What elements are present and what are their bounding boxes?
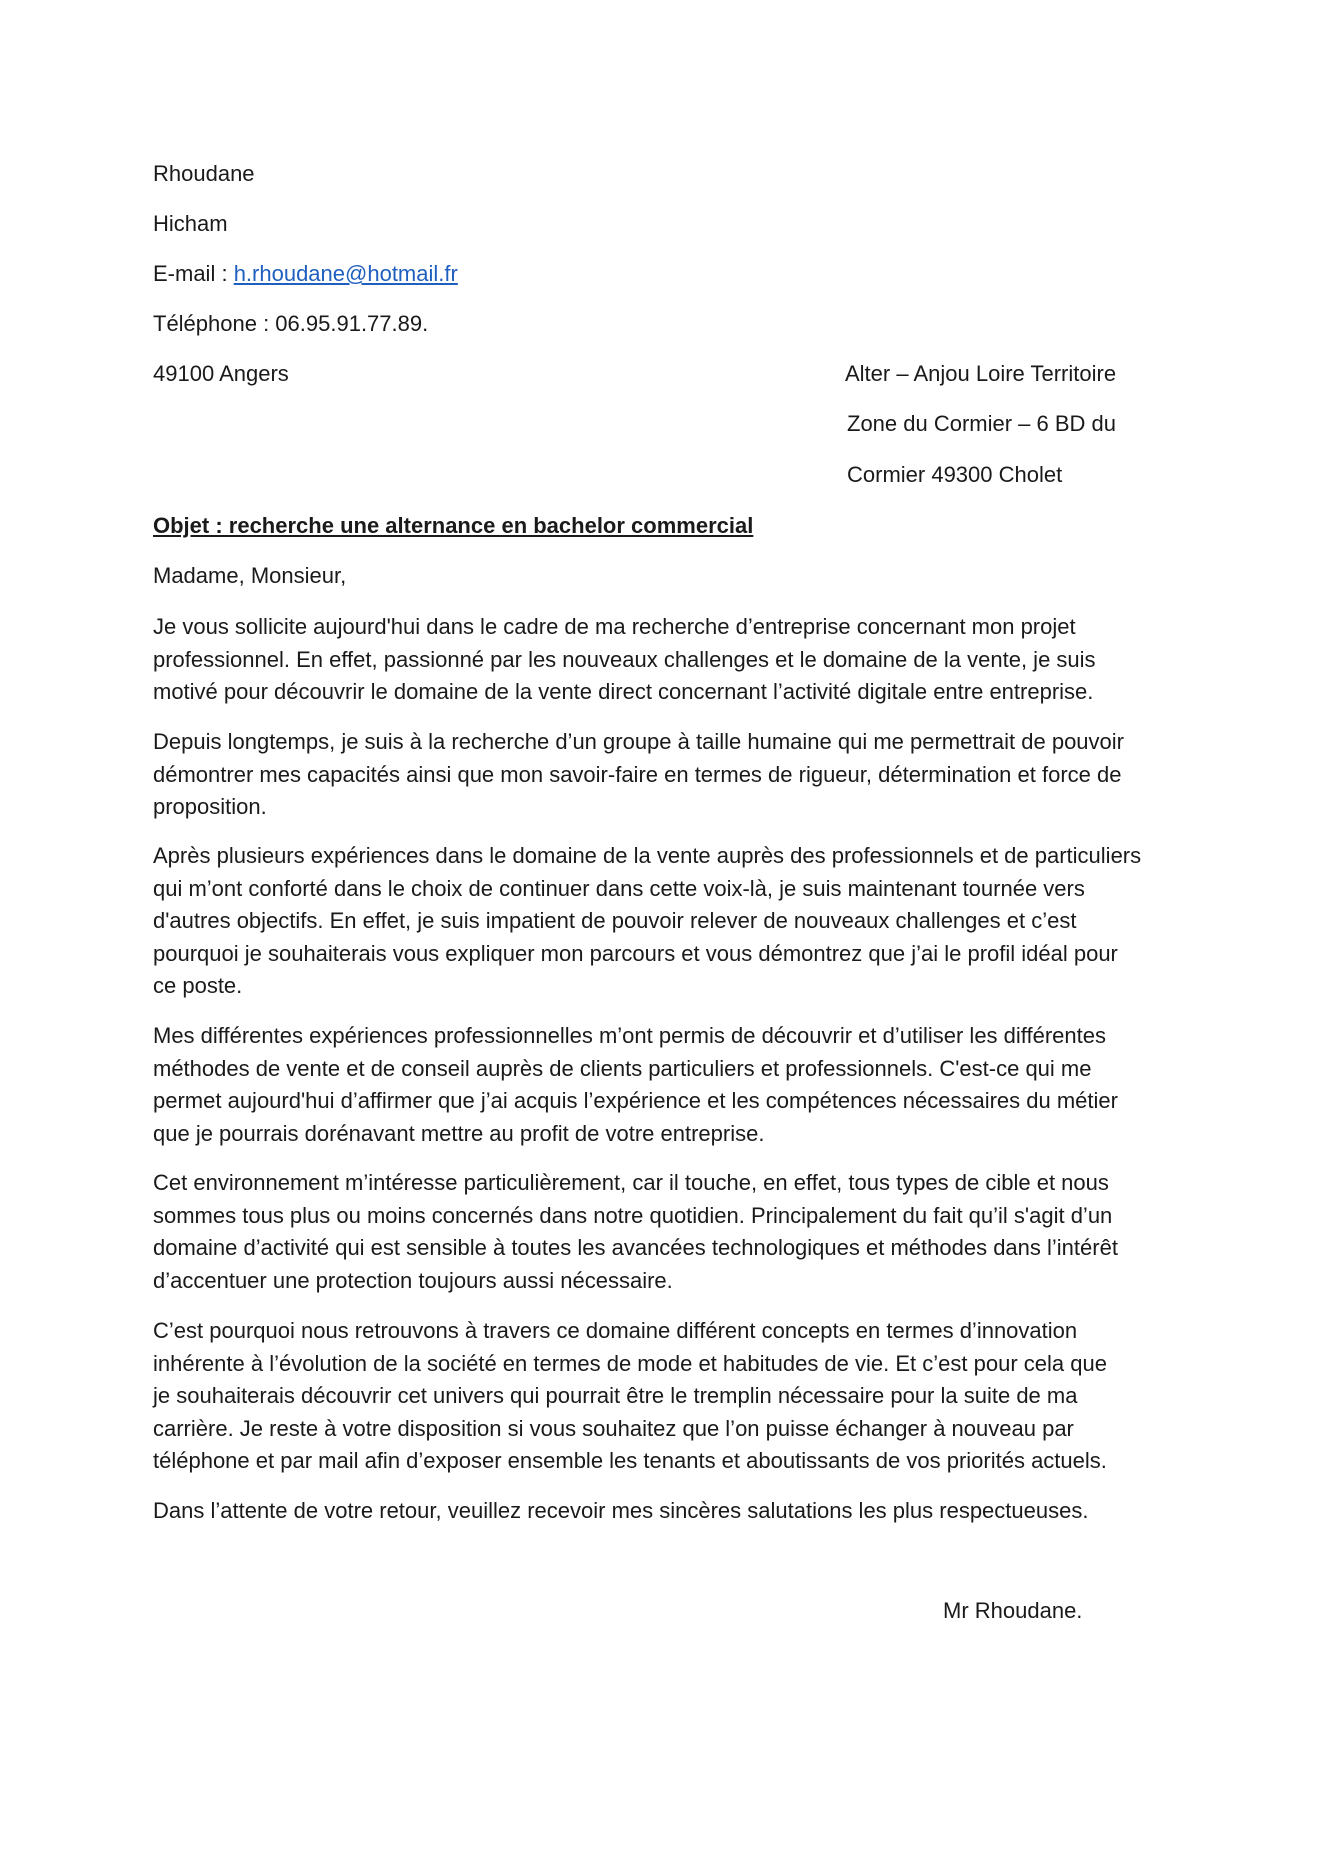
paragraph-2 — [153, 726, 1163, 824]
paragraph-line: Mes différentes expériences professionnelles m’ont permis de découvrir et d’utiliser les différentes — [153, 1023, 1106, 1048]
sender-email-line — [153, 259, 458, 289]
paragraph-line: méthodes de vente et de conseil auprès de clients particuliers et professionnels. C'est-ce qui me — [153, 1055, 1092, 1081]
paragraph-line: Depuis longtemps, je suis à la recherche d’un groupe à taille humaine qui me permettrait de pouvoir — [153, 729, 1124, 754]
paragraph-line: téléphone et par mail afin d’exposer ensemble les tenants et aboutissants de vos priorités actuels. — [153, 1448, 1107, 1474]
paragraph-line: motivé pour découvrir le domaine de la vente direct concernant l’activité digitale entre entreprise. — [153, 679, 1094, 705]
paragraph-1 — [153, 611, 1163, 709]
paragraph-line: permet aujourd'hui d’affirmer que j’ai acquis l’expérience et les compétences nécessaires du métier — [153, 1088, 1118, 1114]
paragraph-line: Je vous sollicite aujourd'hui dans le cadre de ma recherche d’entreprise concernant mon projet — [153, 614, 1076, 639]
letter-greeting: Madame, Monsieur, — [153, 563, 347, 588]
paragraph-line: d’accentuer une protection toujours aussi nécessaire. — [153, 1267, 673, 1293]
paragraph-line: démontrer mes capacités ainsi que mon savoir-faire en termes de rigueur, détermination et force de — [153, 761, 1122, 787]
paragraph-line: Cet environnement m’intéresse particulièrement, car il touche, en effet, tous types de cible et nous — [153, 1170, 1109, 1195]
paragraph-line: professionnel. En effet, passionné par les nouveaux challenges et le domaine de la vente, je suis — [153, 646, 1096, 672]
paragraph-line: C’est pourquoi nous retrouvons à travers ce domaine différent concepts en termes d’innovation — [153, 1318, 1078, 1343]
paragraph-closing — [153, 1495, 1163, 1528]
paragraph-line: proposition. — [153, 794, 267, 820]
paragraph-line: carrière. Je reste à votre disposition si vous souhaitez que l’on puisse échanger à nouveau par — [153, 1415, 1074, 1441]
paragraph-line: que je pourrais dorénavant mettre au profit de votre entreprise. — [153, 1120, 765, 1146]
sender-first-name: Hicham — [153, 211, 228, 236]
sender-city: 49100 Angers — [153, 361, 289, 386]
email-label: E-mail : — [153, 261, 234, 286]
signature: Mr Rhoudane. — [943, 1598, 1083, 1623]
paragraph-line: Après plusieurs expériences dans le domaine de la vente auprès des professionnels et de particuliers — [153, 843, 1142, 868]
email-link[interactable]: h.rhoudane@hotmail.fr — [233, 261, 458, 286]
paragraph-line: d'autres objectifs. En effet, je suis impatient de pouvoir relever de nouveaux challenges et c’est — [153, 908, 1077, 934]
paragraph-line: pourquoi je souhaiterais vous expliquer mon parcours et vous démontrez que j’ai le profil idéal pour — [153, 940, 1118, 966]
paragraph-line: sommes tous plus ou moins concernés dans notre quotidien. Principalement du fait qu’il s'agit d’un — [153, 1202, 1113, 1228]
paragraph-line: Dans l’attente de votre retour, veuillez recevoir mes sincères salutations les plus respectueuses. — [153, 1498, 1089, 1523]
paragraph-3 — [153, 840, 1163, 1003]
recipient-line-1: Alter – Anjou Loire Territoire — [845, 361, 1117, 386]
letter-subject: Objet : recherche une alternance en bachelor commercial — [153, 513, 754, 538]
recipient-line-2: Zone du Cormier – 6 BD du — [847, 411, 1117, 436]
paragraph-line: inhérente à l’évolution de la société en termes de mode et habitudes de vie. Et c’est pour cela que — [153, 1350, 1107, 1376]
paragraph-4 — [153, 1020, 1163, 1150]
paragraph-line: qui m’ont conforté dans le choix de continuer dans cette voix-là, je suis maintenant tournée vers — [153, 875, 1085, 901]
sender-last-name: Rhoudane — [153, 161, 255, 186]
paragraph-line: domaine d’activité qui est sensible à toutes les avancées technologiques et méthodes dans l’intérêt — [153, 1235, 1118, 1261]
paragraph-line: ce poste. — [153, 973, 243, 999]
paragraph-6 — [153, 1315, 1163, 1478]
sender-phone: Téléphone : 06.95.91.77.89. — [153, 311, 429, 336]
paragraph-line: je souhaiterais découvrir cet univers qui pourrait être le tremplin nécessaire pour la suite de ma — [153, 1383, 1078, 1409]
recipient-line-3: Cormier 49300 Cholet — [847, 462, 1063, 487]
paragraph-5 — [153, 1167, 1163, 1297]
